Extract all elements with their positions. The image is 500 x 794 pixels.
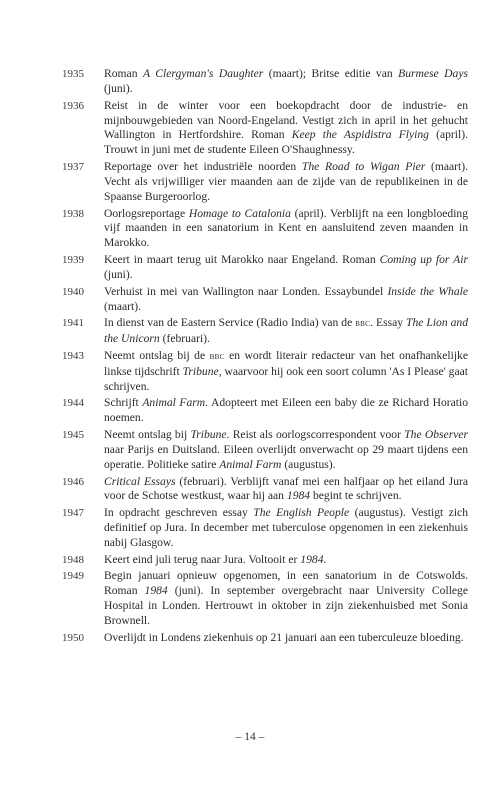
entry-abbreviation: bbc — [355, 318, 371, 330]
entry-text — [104, 428, 468, 473]
entry-text-segment: (april). Verblijft na een longbloeding vijf maanden in een sanatorium in Kent en aansluitend zeven maanden in Marokko. — [104, 206, 469, 250]
entry-text — [104, 475, 468, 505]
entry-text-segment: . Reist als oorlogscorrespondent voor — [226, 428, 405, 442]
entry-text-segment: In dienst van de Eastern Service (Radio India) van de — [104, 316, 356, 330]
entry-text-segment: Neemt ontslag bij de — [104, 348, 210, 362]
entry-title-italic: Burmese Days — [398, 67, 468, 80]
entry-title-italic: Tribune — [190, 428, 227, 442]
entry-title-italic: 1984 — [300, 552, 324, 566]
entry-text-segment: Begin januari opnieuw opgenomen, in een sanatorium in de Cotswolds. Roman — [104, 569, 468, 598]
chronology-entry — [62, 285, 468, 315]
entry-text-segment: begint te schrijven. — [310, 489, 402, 503]
entry-year: 1943 — [62, 349, 84, 362]
entry-year: 1935 — [62, 68, 84, 80]
entry-text — [104, 67, 468, 97]
chronology-entry — [62, 67, 468, 97]
page-number: – 14 – — [235, 731, 265, 743]
chronology-entry — [62, 316, 468, 347]
entry-text — [104, 631, 468, 646]
entry-text-segment: . — [323, 552, 327, 566]
entry-title-italic: Animal Farm — [142, 396, 206, 410]
entry-text-segment: In opdracht geschreven essay — [104, 506, 254, 520]
chronology-entry — [62, 553, 468, 568]
entry-text-segment: Keert eind juli terug naar Jura. Voltooit er — [104, 552, 301, 566]
entry-text — [104, 569, 468, 629]
entry-text-segment: . Essay — [370, 316, 407, 330]
chronology-entry — [62, 160, 468, 205]
entry-text — [104, 160, 468, 205]
entry-text-segment: (juni). — [104, 81, 133, 95]
chronology-entry — [62, 428, 468, 473]
entry-title-italic: The English People — [253, 506, 350, 520]
entry-title-italic: 1984 — [144, 584, 168, 598]
entry-text-segment: (maart). Vecht als vrijwilliger vier maanden aan de zijde van de republikeinen in de Spaanse Burgeroorlog. — [104, 160, 468, 203]
entry-text-segment: (juni). In september overgebracht naar University College Hospital in Londen. Hertrouwt in oktober in zijn ziekenhuisbed met Sonia Brownell. — [104, 584, 468, 628]
entry-text — [104, 349, 468, 395]
entry-title-italic: Critical Essays — [104, 474, 176, 488]
entry-title-italic: The Observer — [404, 428, 469, 442]
entry-title-italic: Homage to Catalonia — [188, 206, 291, 220]
entry-text — [104, 285, 468, 315]
entry-text — [104, 99, 468, 159]
entry-text-segment: Schrijft — [104, 396, 143, 410]
entry-text — [104, 207, 468, 252]
entry-text-segment: Overlijdt in Londens ziekenhuis op 21 januari aan een tuberculeuze bloeding. — [104, 630, 464, 644]
entry-text-segment: (maart); Britse editie van — [263, 67, 399, 80]
entry-text-segment: naar Parijs en Duitsland. Eileen overlijdt onverwacht op 29 maart tijdens een operatie. Politieke satire — [104, 442, 468, 471]
entry-year: 1945 — [62, 429, 84, 442]
entry-text — [104, 506, 468, 551]
chronology-entry — [62, 475, 468, 505]
entry-year: 1939 — [62, 254, 84, 267]
entry-title-italic: Tribune — [182, 364, 219, 378]
entry-title-italic: The Lion and the Unicorn — [104, 316, 469, 346]
entry-year: 1941 — [62, 317, 84, 330]
entry-text-segment: (februari). Verblijft vanaf mei een halfjaar op het eiland Jura voor de Schotse westkust, waar hij aan — [104, 474, 468, 503]
entry-title-italic: Inside the Whale — [387, 284, 468, 298]
entry-text-segment: (maart). — [104, 299, 142, 313]
entry-text-segment: en wordt literair redacteur van het onafhankelijke linkse tijdschrift — [104, 348, 469, 378]
entry-text-segment: Keert in maart terug uit Marokko naar Engeland. Roman — [104, 253, 380, 267]
entry-year: 1937 — [62, 161, 84, 174]
entry-text-segment: Neemt ontslag bij — [104, 428, 191, 442]
entry-abbreviation: bbc — [209, 350, 225, 362]
entry-year: 1946 — [62, 475, 84, 488]
entry-text-segment: (april). Trouwt in juni met de studente Eileen O'Shaughnessy. — [104, 128, 468, 157]
entry-title-italic: 1984 — [286, 489, 311, 503]
chronology-entry — [62, 506, 468, 551]
entry-year: 1936 — [62, 99, 84, 112]
entry-text — [104, 253, 468, 283]
chronology-entry — [62, 207, 468, 252]
entry-year: 1950 — [62, 631, 84, 644]
entry-text-segment: Verhuist in mei van Wallington naar Londen. Essaybundel — [104, 284, 388, 298]
entry-year: 1944 — [62, 397, 84, 410]
entry-text — [104, 316, 468, 347]
entry-year: 1949 — [62, 570, 84, 583]
entry-text-segment: (augustus). Vestigt zich definitief op Jura. In december met tuberculose opgenomen in een ziekenhuis nabij Glasgow. — [104, 506, 468, 549]
entry-title-italic: Keep the Aspidistra Flying — [291, 128, 429, 142]
entry-text-segment: . Adopteert met Eileen een baby die ze Richard Horatio noemen. — [104, 396, 468, 425]
chronology-entry — [62, 396, 468, 426]
chronology-list — [62, 67, 468, 647]
entry-text-segment: (februari). — [159, 332, 210, 346]
entry-text-segment: (augustus). — [281, 457, 336, 471]
chronology-entry — [62, 631, 468, 646]
chronology-entry — [62, 349, 468, 395]
entry-title-italic: Coming up for Air — [379, 253, 468, 267]
chronology-entry — [62, 99, 468, 159]
entry-text-segment: Reist in de winter voor een boekopdracht door de industrie- en mijnbouwgebieden van Noord-Engeland. Vestigt zich in april in het gehucht Wallington in Hertfordshire. Roman — [104, 98, 468, 142]
chronology-entry — [62, 253, 468, 283]
entry-year: 1948 — [62, 553, 84, 566]
entry-title-italic: The Road to Wigan Pier — [301, 160, 426, 174]
entry-title-italic: Animal Farm — [219, 457, 282, 471]
entry-year: 1947 — [62, 507, 84, 520]
entry-text-segment: Roman — [104, 67, 143, 80]
entry-text-segment: Oorlogsreportage — [104, 206, 189, 220]
entry-text-segment: Reportage over het industriële noorden — [104, 160, 302, 174]
entry-text — [104, 396, 468, 426]
entry-year: 1940 — [62, 285, 84, 298]
entry-title-italic: A Clergyman's Daughter — [142, 67, 264, 80]
chronology-entry — [62, 569, 468, 629]
entry-text-segment: , waarvoor hij ook een soort column 'As I Please' gaat schrijven. — [104, 364, 468, 393]
entry-year: 1938 — [62, 207, 84, 220]
entry-text — [104, 553, 468, 568]
entry-text-segment: (juni). — [104, 267, 133, 281]
